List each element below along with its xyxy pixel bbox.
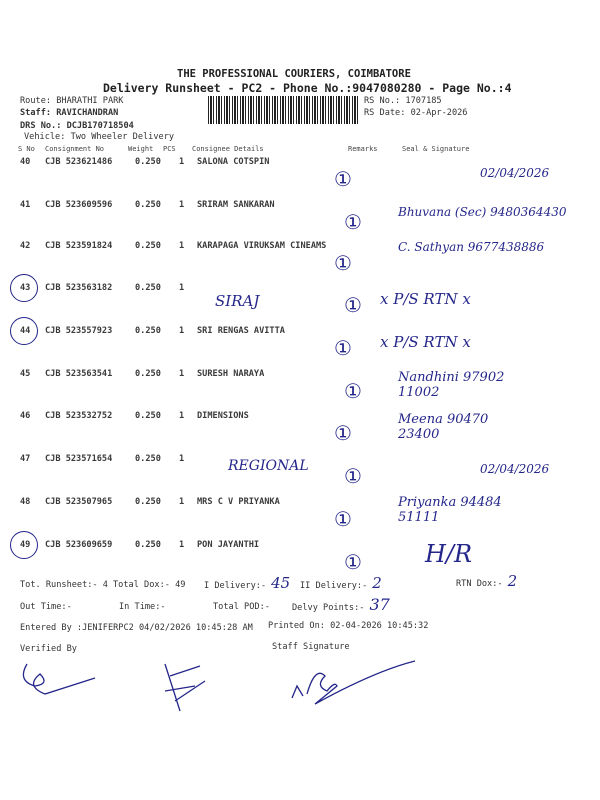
- remark-tick-mark: ①: [334, 167, 352, 191]
- rtn-dox: [456, 572, 517, 590]
- col-remarks: Remarks: [348, 145, 378, 153]
- row-consignee: SRIRAM SANKARAN: [197, 200, 275, 210]
- rtn-dox-label: RTN Dox:-: [456, 579, 503, 589]
- row-pcs: 1: [179, 326, 185, 336]
- row-sno: 49: [20, 540, 31, 550]
- row-consignee: KARAPAGA VIRUKSAM CINEAMS: [197, 241, 327, 251]
- verified-by-label: Verified By: [20, 644, 77, 654]
- sno-circle-mark: [10, 317, 38, 345]
- entered-by: Entered By :JENIFERPC2 04/02/2026 10:45:28 AM: [20, 623, 253, 633]
- row-consignment-no: CJB 523621486: [45, 157, 113, 167]
- out-time: Out Time:-: [20, 602, 72, 612]
- row-consignment-no: CJB 523557923: [45, 326, 113, 336]
- table-row: [0, 283, 600, 325]
- row-consignment-no: CJB 523591824: [45, 241, 113, 251]
- row-pcs: 1: [179, 241, 185, 251]
- remark-tick-mark: ①: [344, 210, 362, 234]
- delvy-points: [292, 595, 390, 614]
- in-time: In Time:-: [119, 602, 166, 612]
- remark-tick-mark: ①: [344, 550, 362, 574]
- remark-tick-mark: ①: [334, 421, 352, 445]
- delvy-points-label: Delvy Points:-: [292, 603, 365, 613]
- row-consignment-no: CJB 523532752: [45, 411, 113, 421]
- row-sno: 40: [20, 157, 31, 167]
- row-pcs: 1: [179, 369, 185, 379]
- row-sno: 44: [20, 326, 31, 336]
- staff: Staff: RAVICHANDRAN: [20, 108, 119, 118]
- row-sno: 45: [20, 369, 31, 379]
- row-weight: 0.250: [135, 369, 161, 379]
- row-sno: 43: [20, 283, 31, 293]
- row-weight: 0.250: [135, 540, 161, 550]
- row-pcs: 1: [179, 283, 185, 293]
- sno-circle-mark: [10, 274, 38, 302]
- row-weight: 0.250: [135, 497, 161, 507]
- col-pcs: PCS: [163, 145, 176, 153]
- handwritten-signature-48: Priyanka 94484 51111: [398, 495, 502, 525]
- row-consignee: SALONA COTSPIN: [197, 157, 270, 167]
- row-consignment-no: CJB 523609596: [45, 200, 113, 210]
- company-title: THE PROFESSIONAL COURIERS, COIMBATORE: [177, 68, 411, 80]
- row-weight: 0.250: [135, 200, 161, 210]
- handwritten-signature-40: 02/04/2026: [480, 166, 550, 180]
- row-sno: 48: [20, 497, 31, 507]
- row-weight: 0.250: [135, 157, 161, 167]
- staff-signature-label: Staff Signature: [272, 642, 350, 652]
- row-weight: 0.250: [135, 326, 161, 336]
- handwritten-signature-43: x P/S RTN x: [380, 290, 471, 308]
- row-consignee: DIMENSIONS: [197, 411, 249, 421]
- row-pcs: 1: [179, 200, 185, 210]
- row-sno: 42: [20, 241, 31, 251]
- handwritten-signature-45: Nandhini 97902 11002: [398, 370, 505, 400]
- col-signature: Seal & Signature: [402, 145, 470, 153]
- i-delivery-label: I Delivery:-: [204, 581, 267, 591]
- row-sno: 47: [20, 454, 31, 464]
- handwritten-signature-42: C. Sathyan 9677438886: [398, 240, 545, 254]
- i-delivery: [204, 574, 290, 592]
- printed-on: Printed On: 02-04-2026 10:45:32: [268, 621, 429, 631]
- row-sno: 46: [20, 411, 31, 421]
- delvy-points-value: 37: [369, 595, 390, 614]
- remark-tick-mark: ①: [334, 336, 352, 360]
- table-row: [0, 326, 600, 368]
- sno-circle-mark: [10, 531, 38, 559]
- drs-number: DRS No.: DCJB170718504: [20, 121, 134, 131]
- col-weight: Weight: [128, 145, 154, 153]
- remark-tick-mark: ①: [344, 293, 362, 317]
- row-consignee: SRI RENGAS AVITTA: [197, 326, 285, 336]
- remark-tick-mark: ①: [334, 507, 352, 531]
- tot-runsheet: Tot. Runsheet:- 4: [20, 580, 108, 590]
- col-consignment: Consignment No: [45, 145, 105, 153]
- row-pcs: 1: [179, 454, 185, 464]
- handwritten-name-47: REGIONAL: [228, 458, 309, 474]
- ii-delivery-label: II Delivery:-: [300, 581, 368, 591]
- handwritten-signature-47: 02/04/2026: [480, 462, 550, 476]
- row-weight: 0.250: [135, 241, 161, 251]
- rs-date: RS Date: 02-Apr-2026: [364, 108, 468, 118]
- row-pcs: 1: [179, 411, 185, 421]
- barcode: [208, 96, 360, 124]
- total-pod: Total POD:-: [213, 602, 270, 612]
- row-consignee: PON JAYANTHI: [197, 540, 260, 550]
- ii-delivery: [300, 574, 382, 592]
- total-dox: Total Dox:- 49: [113, 580, 186, 590]
- row-consignee: MRS C V PRIYANKA: [197, 497, 280, 507]
- remark-tick-mark: ①: [344, 379, 362, 403]
- handwritten-signature-41: Bhuvana (Sec) 9480364430: [398, 205, 567, 219]
- i-delivery-value: 45: [271, 574, 291, 592]
- row-consignment-no: CJB 523507965: [45, 497, 113, 507]
- row-consignment-no: CJB 523571654: [45, 454, 113, 464]
- col-sno: S No: [18, 145, 35, 153]
- rs-number: RS No.: 1707185: [364, 96, 442, 106]
- footer-signatures: [15, 656, 435, 716]
- row-consignment-no: CJB 523563541: [45, 369, 113, 379]
- row-consignment-no: CJB 523563182: [45, 283, 113, 293]
- handwritten-name-43: SIRAJ: [215, 292, 260, 310]
- handwritten-signature-44: x P/S RTN x: [380, 333, 471, 351]
- remark-tick-mark: ①: [344, 464, 362, 488]
- rtn-dox-value: 2: [507, 572, 518, 590]
- route: Route: BHARATHI PARK: [20, 96, 124, 106]
- vehicle: Vehicle: Two Wheeler Delivery: [24, 132, 175, 142]
- ii-delivery-value: 2: [372, 574, 382, 592]
- row-weight: 0.250: [135, 283, 161, 293]
- row-sno: 41: [20, 200, 31, 210]
- row-pcs: 1: [179, 157, 185, 167]
- row-pcs: 1: [179, 540, 185, 550]
- handwritten-signature-46: Meena 90470 23400: [398, 412, 489, 442]
- col-consignee: Consignee Details: [192, 145, 264, 153]
- row-weight: 0.250: [135, 411, 161, 421]
- row-consignment-no: CJB 523609659: [45, 540, 113, 550]
- row-pcs: 1: [179, 497, 185, 507]
- row-consignee: SURESH NARAYA: [197, 369, 265, 379]
- runsheet-subtitle: Delivery Runsheet - PC2 - Phone No.:9047080280 - Page No.:4: [103, 81, 512, 95]
- row-weight: 0.250: [135, 454, 161, 464]
- remark-tick-mark: ①: [334, 251, 352, 275]
- handwritten-signature-49: H/R: [425, 540, 473, 568]
